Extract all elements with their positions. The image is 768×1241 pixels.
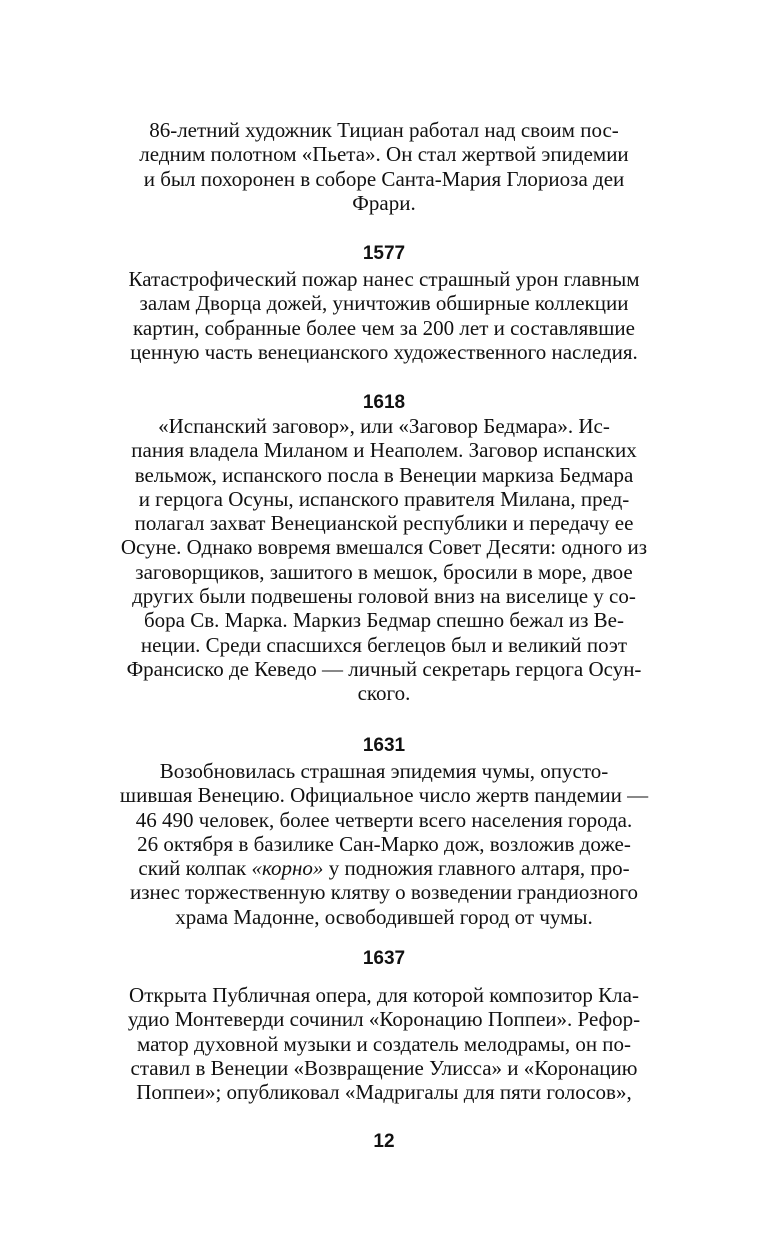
text-line: пания владела Миланом и Неаполем. Заговор испанских [131, 438, 637, 463]
text-line: других были подвешены головой вниз на виселице у со- [132, 584, 636, 609]
text-line: неции. Среди спасшихся беглецов был и великий поэт [140, 632, 628, 657]
entry-paragraph-1637 [110, 983, 658, 1104]
intro-paragraph [110, 118, 658, 215]
entry-paragraph-1577 [110, 267, 658, 364]
year-heading-1577: 1577 [362, 243, 406, 264]
year-heading-1618: 1618 [362, 392, 406, 413]
text-line: и герцога Осуны, испанского правителя Милана, пред- [138, 486, 630, 511]
text-line: храма Мадонне, освободившей город от чумы. [175, 904, 593, 929]
text-line: матор духовной музыки и создатель мелодрамы, он по- [136, 1031, 632, 1056]
text-line: залам Дворца дожей, уничтожив обширные коллекции [139, 291, 629, 316]
text-line: ставил в Венеции «Возвращение Улисса» и «Коронацию [130, 1055, 638, 1080]
text-line: заговорщиков, зашитого в мешок, бросили в море, двое [135, 559, 633, 584]
text-line: 86-летний художник Тициан работал над своим пос- [149, 118, 619, 142]
text-line: Франсиско де Кеведо — личный секретарь герцога Осун- [126, 656, 642, 681]
entry-paragraph-1631 [110, 759, 658, 929]
text-line: Фрари. [352, 190, 416, 215]
text-fragment: ский колпак [138, 856, 252, 881]
year-heading-1637: 1637 [362, 948, 406, 969]
text-line: изнес торжественную клятву о возведении грандиозного [130, 880, 638, 905]
italic-term: «корно» [251, 856, 324, 881]
entry-paragraph-1618 [110, 414, 658, 706]
text-line: вельмож, испанского посла в Венеции маркиза Бедмара [134, 462, 634, 487]
text-line: Возобновилась страшная эпидемия чумы, опусто- [159, 759, 609, 783]
text-line: бора Св. Марка. Маркиз Бедмар спешно бежал из Ве- [144, 608, 624, 633]
text-line: картин, собранные более чем за 200 лет и составлявшие [133, 315, 635, 340]
text-line: «Испанский заговор», или «Заговор Бедмара». Ис- [158, 414, 610, 438]
text-line: полагал захват Венецианской республики и передачу ее [134, 511, 634, 536]
text-line: Катастрофический пожар нанес страшный урон главным [128, 267, 640, 291]
text-line: удио Монтеверди сочинил «Коронацию Поппеи». Рефор- [127, 1007, 641, 1032]
text-fragment: у подножия главного алтаря, про- [323, 856, 630, 881]
text-line: 26 октября в базилике Сан-Марко дож, возложив доже- [137, 831, 631, 856]
text-line [110, 856, 658, 880]
year-heading-1631: 1631 [362, 735, 406, 756]
text-line: Осуне. Однако вовремя вмешался Совет Десяти: одного из [120, 535, 648, 560]
text-line: 46 490 человек, более четверти всего населения города. [135, 807, 633, 832]
text-line: ледним полотном «Пьета». Он стал жертвой эпидемии [139, 142, 629, 167]
text-line: Поппеи»; опубликовал «Мадригалы для пяти голосов», [136, 1080, 632, 1105]
text-line: и был похоронен в соборе Санта-Мария Глориоза деи [143, 166, 625, 191]
text-line: шившая Венецию. Официальное число жертв пандемии — [119, 783, 649, 808]
page-number: 12 [373, 1131, 395, 1152]
text-line: ценную часть венецианского художественного наследия. [130, 339, 638, 364]
text-line: ского. [357, 681, 411, 706]
text-line: Открыта Публичная опера, для которой композитор Кла- [129, 983, 639, 1007]
